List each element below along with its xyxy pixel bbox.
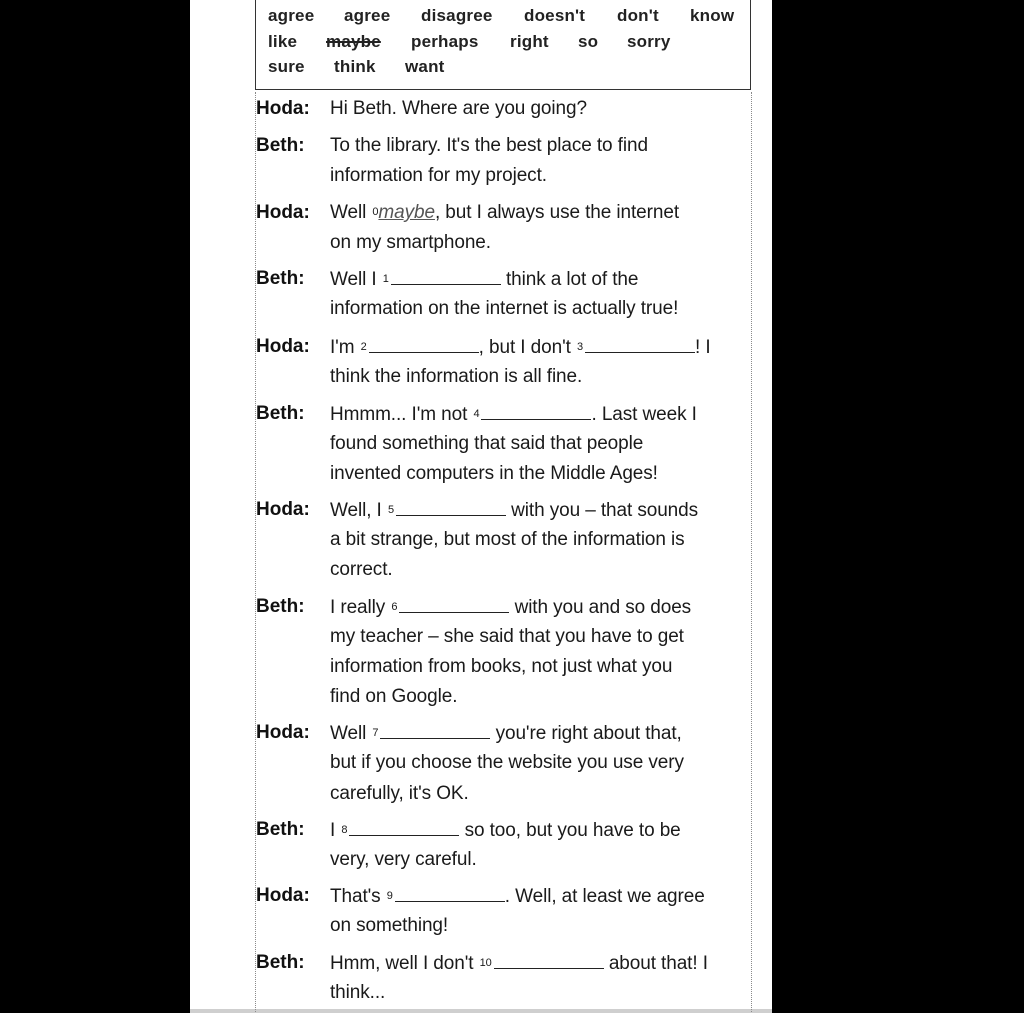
speaker-name: Hoda: <box>256 202 310 223</box>
dialogue-line <box>330 499 698 522</box>
line-text: I really <box>330 597 386 618</box>
answer-blank[interactable] <box>585 336 695 353</box>
page-edge <box>190 1009 772 1013</box>
answer-blank[interactable] <box>380 722 490 739</box>
word: like <box>268 32 298 51</box>
gap-number: 8 <box>341 824 348 836</box>
line-text: That's <box>330 886 381 907</box>
dialogue-line: correct. <box>330 559 393 580</box>
answer-blank[interactable] <box>349 819 459 836</box>
word: know <box>690 6 735 25</box>
word: don't <box>617 6 659 25</box>
answer-blank[interactable] <box>399 596 509 613</box>
dialogue-line: invented computers in the Middle Ages! <box>330 463 658 484</box>
answer-blank[interactable] <box>391 268 501 285</box>
line-text: with you and so does <box>509 597 692 618</box>
line-text: . Well, at least we agree <box>504 886 705 907</box>
answer-blank[interactable] <box>369 336 479 353</box>
word: agree <box>344 6 391 25</box>
speaker-name: Hoda: <box>256 499 310 520</box>
word: think <box>334 57 376 76</box>
line-text: Hmm, well I don't <box>330 953 474 974</box>
line-text: Hmmm... I'm not <box>330 404 468 425</box>
dialogue-line: my teacher – she said that you have to get <box>330 626 684 647</box>
word: disagree <box>421 6 493 25</box>
word: so <box>578 32 599 51</box>
line-text: so too, but you have to be <box>459 820 681 841</box>
dialogue-line: found something that said that people <box>330 433 644 454</box>
gap-number: 3 <box>576 341 583 353</box>
line-text: . Last week I <box>591 404 697 425</box>
example-answer: maybe <box>378 202 435 223</box>
dialogue-line: a bit strange, but most of the information is <box>330 529 685 550</box>
word: perhaps <box>411 32 479 51</box>
dialogue-line <box>330 596 691 619</box>
speaker-name: Beth: <box>256 403 305 424</box>
dialogue-line: To the library. It's the best place to find <box>330 135 648 156</box>
dialogue-line: find on Google. <box>330 686 458 707</box>
word: sorry <box>627 32 671 51</box>
speaker-name: Beth: <box>256 135 305 156</box>
dialogue-line <box>330 885 705 908</box>
margin-line-right <box>751 92 752 1012</box>
answer-blank[interactable] <box>481 403 591 420</box>
dialogue-line: information for my project. <box>330 165 547 186</box>
gap-number: 1 <box>382 273 389 285</box>
word-used: maybe <box>326 32 381 51</box>
gap-number: 0 <box>372 206 379 218</box>
gap-number: 7 <box>372 727 379 739</box>
answer-blank[interactable] <box>494 952 604 969</box>
speaker-name: Hoda: <box>256 98 310 119</box>
word-box-row <box>256 57 750 82</box>
line-text: Well I <box>330 269 377 290</box>
margin-line-left <box>255 92 256 1012</box>
word: doesn't <box>524 6 586 25</box>
line-text: about that! I <box>603 953 708 974</box>
dialogue-line <box>330 202 679 224</box>
gap-number: 9 <box>386 890 393 902</box>
speaker-name: Beth: <box>256 819 305 840</box>
dialogue-line: Hi Beth. Where are you going? <box>330 98 587 119</box>
speaker-name: Hoda: <box>256 722 310 743</box>
dialogue-line: on something! <box>330 915 449 936</box>
dialogue-line: information from books, not just what you <box>330 656 673 677</box>
gap-number: 6 <box>391 601 398 613</box>
dialogue-line <box>330 722 682 745</box>
dialogue-line: information on the internet is actually true! <box>330 298 679 319</box>
speaker-name: Beth: <box>256 952 305 973</box>
line-text: Well <box>330 202 367 223</box>
line-text: with you – that sounds <box>505 500 699 521</box>
dialogue-line: very, very careful. <box>330 849 477 870</box>
gap-number: 10 <box>479 957 492 969</box>
speaker-name: Beth: <box>256 596 305 617</box>
dialogue-line <box>330 952 708 975</box>
dialogue-line: on my smartphone. <box>330 232 491 253</box>
line-text: you're right about that, <box>490 723 682 744</box>
word: agree <box>268 6 315 25</box>
dialogue-line <box>330 336 711 359</box>
dialogue-line <box>330 403 697 426</box>
dialogue-line <box>330 819 681 842</box>
word-box-row <box>256 32 750 57</box>
line-text: ! I <box>695 337 711 358</box>
line-text: , but I always use the internet <box>434 202 679 223</box>
word-box-row <box>256 6 750 31</box>
line-text: I <box>330 820 336 841</box>
line-text: I'm <box>330 337 355 358</box>
dialogue-line: think... <box>330 982 386 1003</box>
speaker-name: Beth: <box>256 268 305 289</box>
gap-number: 2 <box>360 341 367 353</box>
gap-number: 4 <box>473 408 480 420</box>
line-text: , but I don't <box>478 337 571 358</box>
dialogue-line <box>330 268 638 291</box>
line-text: Well <box>330 723 367 744</box>
line-text: Well, I <box>330 500 382 521</box>
answer-blank[interactable] <box>396 499 506 516</box>
speaker-name: Hoda: <box>256 885 310 906</box>
speaker-name: Hoda: <box>256 336 310 357</box>
gap-number: 5 <box>387 504 394 516</box>
word-box <box>255 0 751 90</box>
line-text: think a lot of the <box>500 269 639 290</box>
word: sure <box>268 57 305 76</box>
word: right <box>510 32 549 51</box>
dialogue-line: but if you choose the website you use very <box>330 752 684 773</box>
word: want <box>405 57 445 76</box>
dialogue-line: think the information is all fine. <box>330 366 583 387</box>
answer-blank[interactable] <box>395 885 505 902</box>
dialogue-line: carefully, it's OK. <box>330 783 469 804</box>
